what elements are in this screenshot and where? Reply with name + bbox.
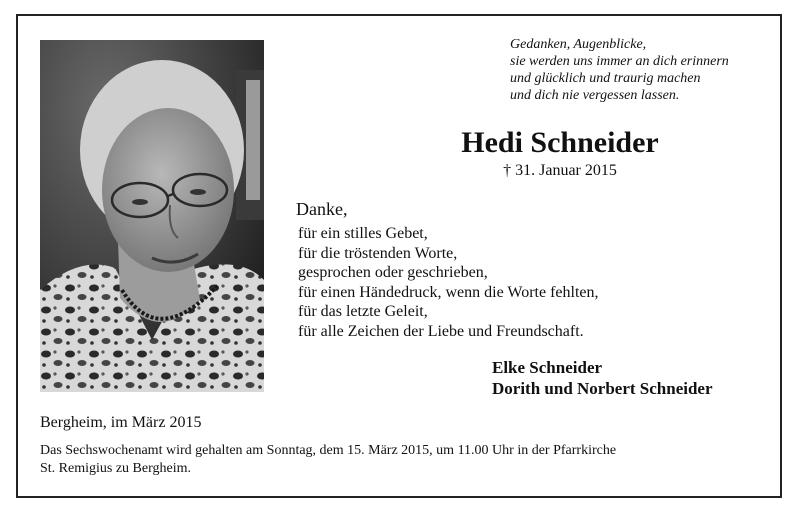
service-note-line: St. Remigius zu Bergheim.	[40, 461, 192, 476]
thanks-line: für ein stilles Gebet,	[298, 225, 428, 242]
portrait-photo	[40, 40, 264, 392]
memorial-poem	[510, 36, 770, 104]
service-note	[40, 442, 760, 478]
thanks-line: für alle Zeichen der Liebe und Freundschaft.	[298, 322, 584, 340]
thanks-line: gesprochen oder geschrieben,	[298, 264, 488, 282]
deceased-name: Hedi Schneider	[461, 126, 659, 159]
poem-line: Gedanken, Augenblicke,	[510, 37, 647, 52]
service-note-line: Das Sechswochenamt wird gehalten am Sonntag, dem 15. März 2015, um 11.00 Uhr in der Pfarrkirche	[40, 443, 617, 458]
poem-line: sie werden uns immer an dich erinnern	[510, 54, 729, 69]
poem-line: und dich nie vergessen lassen.	[510, 88, 680, 103]
signer-name: Elke Schneider	[492, 358, 603, 377]
thanks-list	[298, 224, 599, 342]
thanks-line: für das letzte Geleit,	[298, 303, 428, 321]
poem-line: und glücklich und traurig machen	[510, 71, 701, 86]
death-date: † 31. Januar 2015	[503, 162, 617, 179]
signers	[492, 357, 713, 399]
portrait-image	[40, 40, 264, 392]
place-date: Bergheim, im März 2015	[40, 414, 202, 431]
thanks-line: für einen Händedruck, wenn die Worte fehlten,	[298, 283, 599, 301]
thanks-line: für die tröstenden Worte,	[298, 244, 458, 262]
thanks-title: Danke,	[296, 199, 348, 219]
signer-name: Dorith und Norbert Schneider	[492, 379, 713, 398]
